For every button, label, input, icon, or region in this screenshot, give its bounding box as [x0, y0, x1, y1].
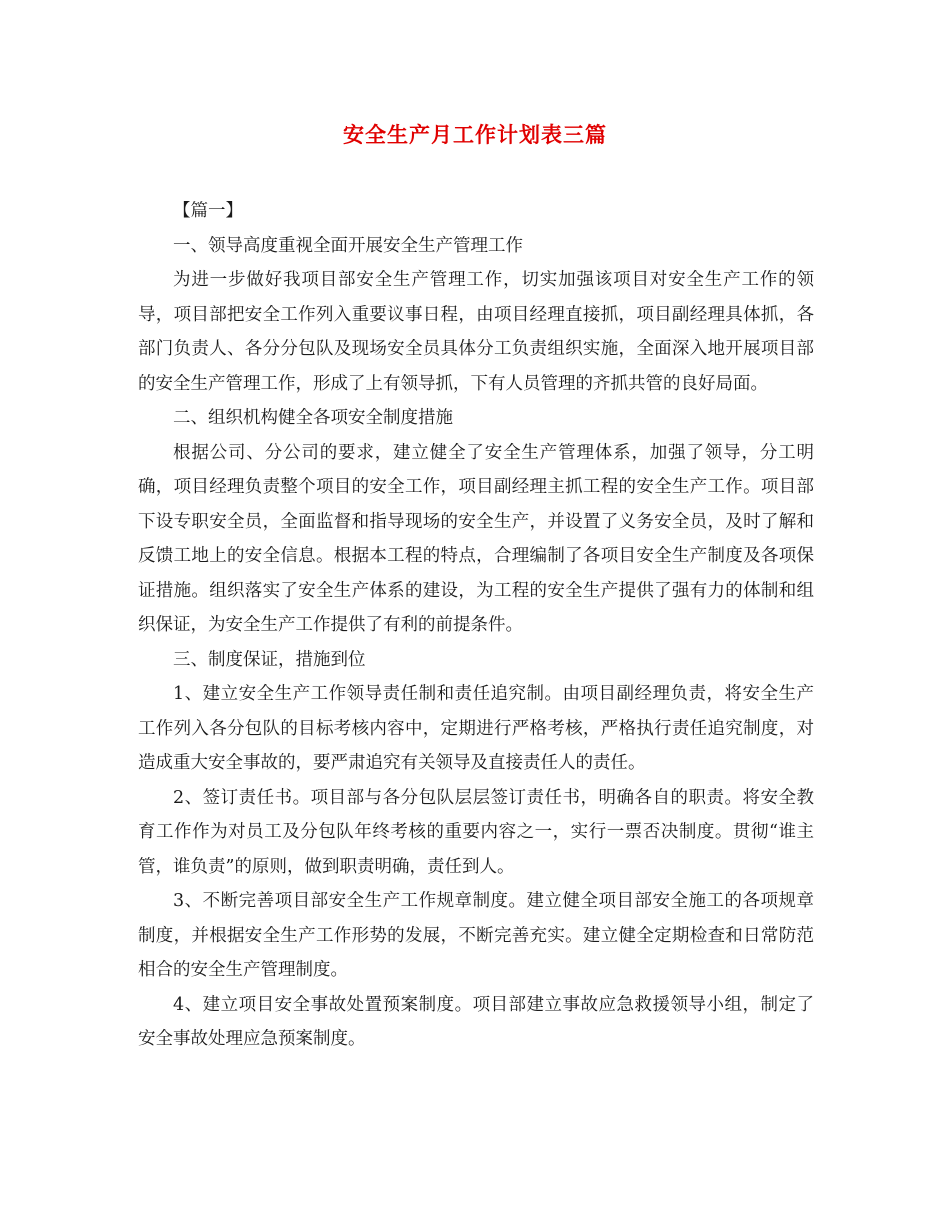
- section-heading: 二、组织机构健全各项安全制度措施: [173, 408, 453, 428]
- document-title: 安全生产月工作计划表三篇: [343, 122, 607, 147]
- body-paragraph: 1、建立安全生产工作领导责任制和责任追究制。由项目副经理负责，将安全生产工作列入各分包队的目标考核内容中，定期进行严格考核，严格执行责任追究制度，对造成重大安全事故的，要严肃追究有关领导及直接责任人的责任。: [138, 684, 814, 773]
- section-heading: 三、制度保证，措施到位: [173, 649, 366, 670]
- document-body: [138, 194, 814, 1057]
- section-heading: 一、领导高度重视全面开展安全生产管理工作: [173, 235, 523, 256]
- body-paragraph: 2、签订责任书。项目部与各分包队层层签订责任书，明确各自的职责。将安全教育工作作为对员工及分包队年终考核的重要内容之一，实行一票否决制度。贯彻“谁主管，谁负责”的原则，做到职责明确，责任到人。: [138, 787, 814, 877]
- body-paragraph: 4、建立项目安全事故处置预案制度。项目部建立事故应急救援领导小组，制定了安全事故处理应急预案制度。: [138, 994, 814, 1049]
- body-paragraph: 为进一步做好我项目部安全生产管理工作，切实加强该项目对安全生产工作的领导，项目部把安全工作列入重要议事日程，由项目经理直接抓，项目副经理具体抓，各部门负责人、各分分包队及现场安全员具体分工负责组织实施，全面深入地开展项目部的安全生产管理工作，形成了上有领导抓，下有人员管理的齐抓共管的良好局面。: [138, 270, 814, 394]
- section-marker: 【篇一】: [173, 201, 243, 221]
- body-paragraph: 3、不断完善项目部安全生产工作规章制度。建立健全项目部安全施工的各项规章制度，并根据安全生产工作形势的发展，不断完善充实。建立健全定期检查和日常防范相合的安全生产管理制度。: [138, 891, 814, 980]
- body-paragraph: 根据公司、分公司的要求，建立健全了安全生产管理体系，加强了领导，分工明确，项目经理负责整个项目的安全工作，项目副经理主抓工程的安全生产工作。项目部下设专职安全员，全面监督和指导现场的安全生产，并设置了义务安全员，及时了解和反馈工地上的安全信息。根据本工程的特点，合理编制了各项目安全生产制度及各项保证措施。组织落实了安全生产体系的建设，为工程的安全生产提供了强有力的体制和组织保证，为安全生产工作提供了有利的前提条件。: [138, 442, 814, 635]
